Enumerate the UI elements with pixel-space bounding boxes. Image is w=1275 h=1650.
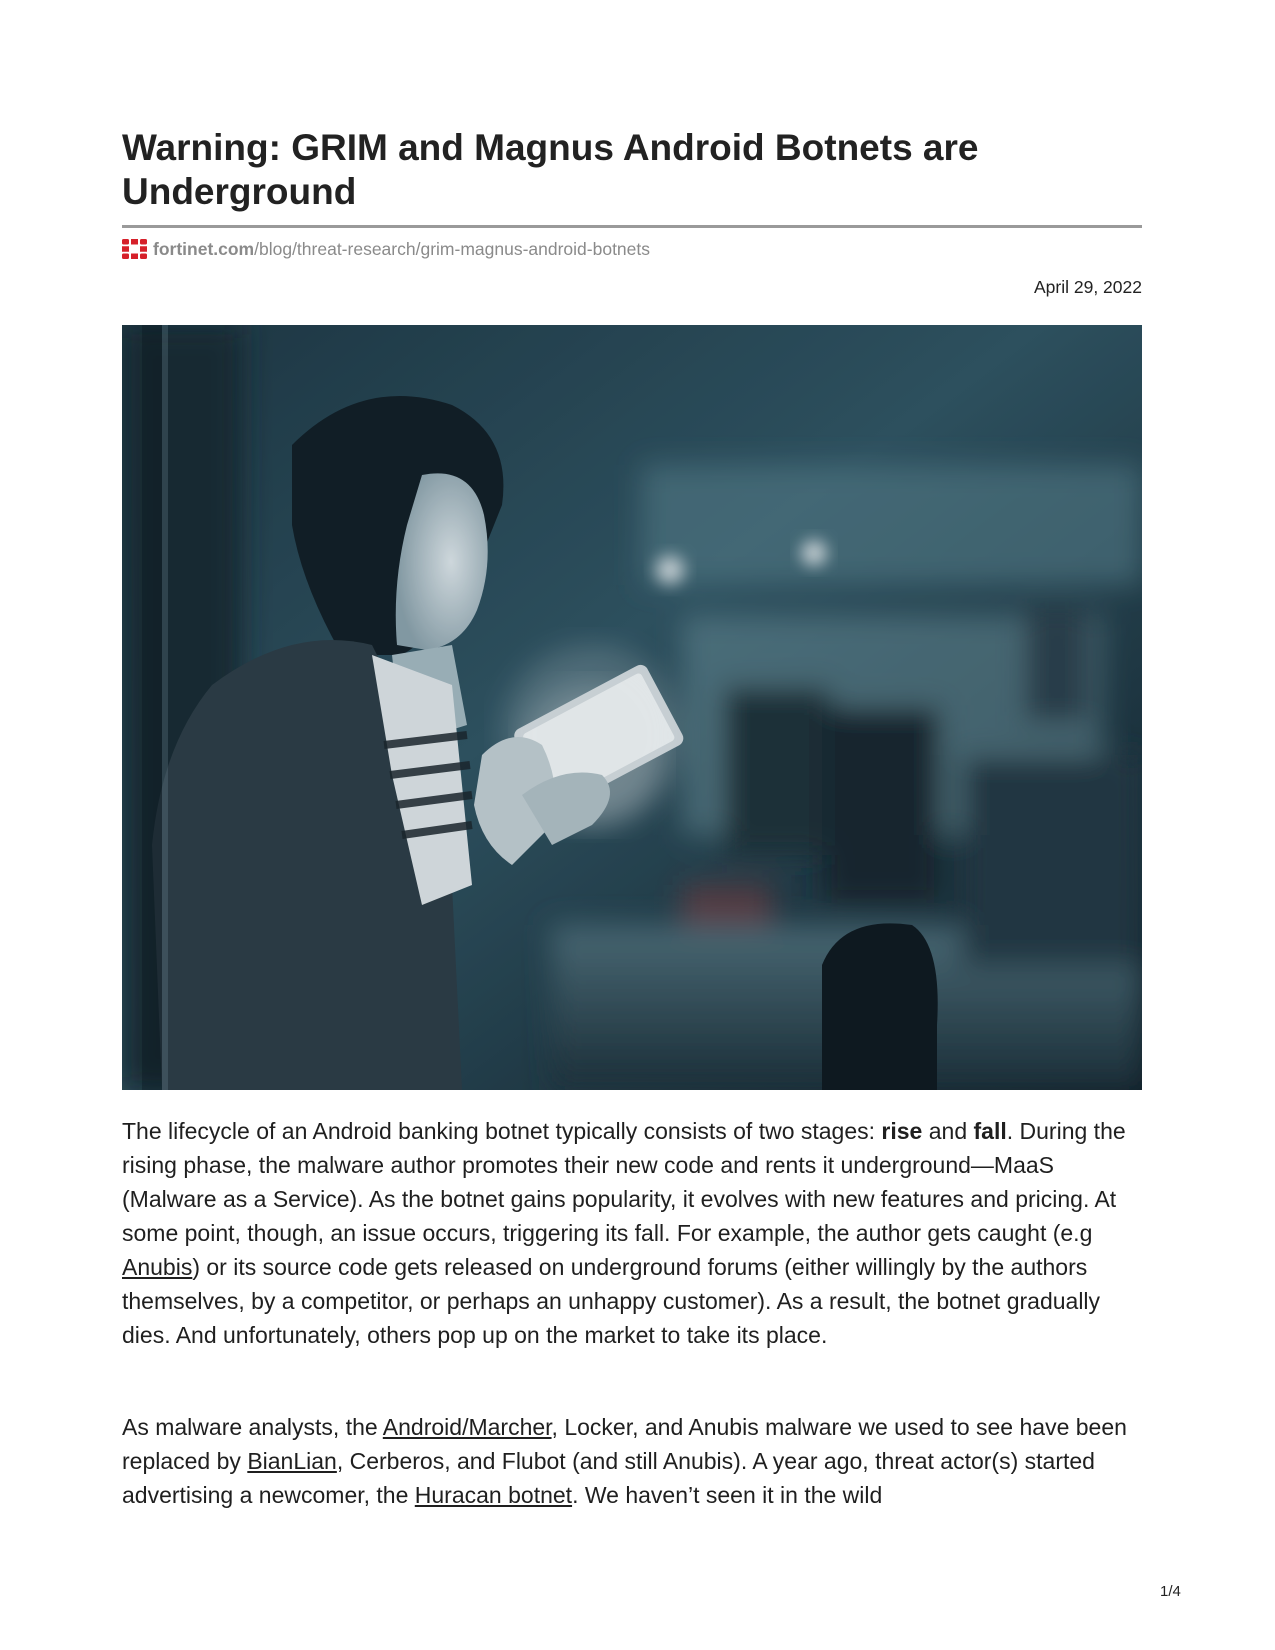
article-title: Warning: GRIM and Magnus Android Botnets are Underground xyxy=(122,127,979,212)
hero-image xyxy=(122,325,1142,1090)
link-bianlian[interactable]: BianLian xyxy=(247,1448,337,1474)
link-huracan-botnet[interactable]: Huracan botnet xyxy=(414,1482,573,1508)
fortinet-logo-icon xyxy=(122,239,147,259)
para1-text: . During the rising phase, the malware author promotes their new code and rents it underground—MaaS (Malware as a Service). As the botnet gains popularity, it evolves with new features and pricing. At some point, though, an issue occurs, triggering its fall. For example, the author gets caught (e.g xyxy=(122,1118,1126,1246)
page-number: 1/4 xyxy=(1160,1583,1181,1600)
body-paragraph-1 xyxy=(122,1114,1142,1352)
source-url[interactable] xyxy=(122,238,650,260)
para2-text: . We haven’t seen it in the wild xyxy=(572,1482,883,1508)
para1-text: The lifecycle of an Android banking botnet typically consists of two stages: xyxy=(122,1118,882,1144)
publish-date: April 29, 2022 xyxy=(1034,277,1142,297)
para1-bold-rise: rise xyxy=(881,1118,923,1144)
link-android-marcher[interactable]: Android/Marcher xyxy=(382,1414,552,1440)
para1-text: and xyxy=(922,1118,974,1144)
source-domain: fortinet.com xyxy=(153,238,255,259)
source-path: /blog/threat-research/grim-magnus-android-botnets xyxy=(254,238,651,259)
para1-bold-fall: fall xyxy=(973,1118,1007,1144)
title-divider xyxy=(122,225,1142,228)
photo-woman-with-tablet xyxy=(122,325,1142,1090)
link-anubis[interactable]: Anubis xyxy=(122,1254,193,1280)
para2-text: As malware analysts, the xyxy=(122,1414,383,1440)
para2-text: , Cerberos, and Flubot (and still Anubis). A year ago, threat actor(s) started advertising a newcomer, the xyxy=(122,1448,1095,1508)
para1-text: ) or its source code gets released on underground forums (either willingly by the authors themselves, by a competitor, or perhaps an unhappy customer). As a result, the botnet gradually dies. And unfortunately, others pop up on the market to take its place. xyxy=(122,1254,1101,1348)
body-paragraph-2 xyxy=(122,1410,1142,1512)
para2-text: , Locker, and Anubis malware we used to see have been replaced by xyxy=(122,1414,1127,1474)
